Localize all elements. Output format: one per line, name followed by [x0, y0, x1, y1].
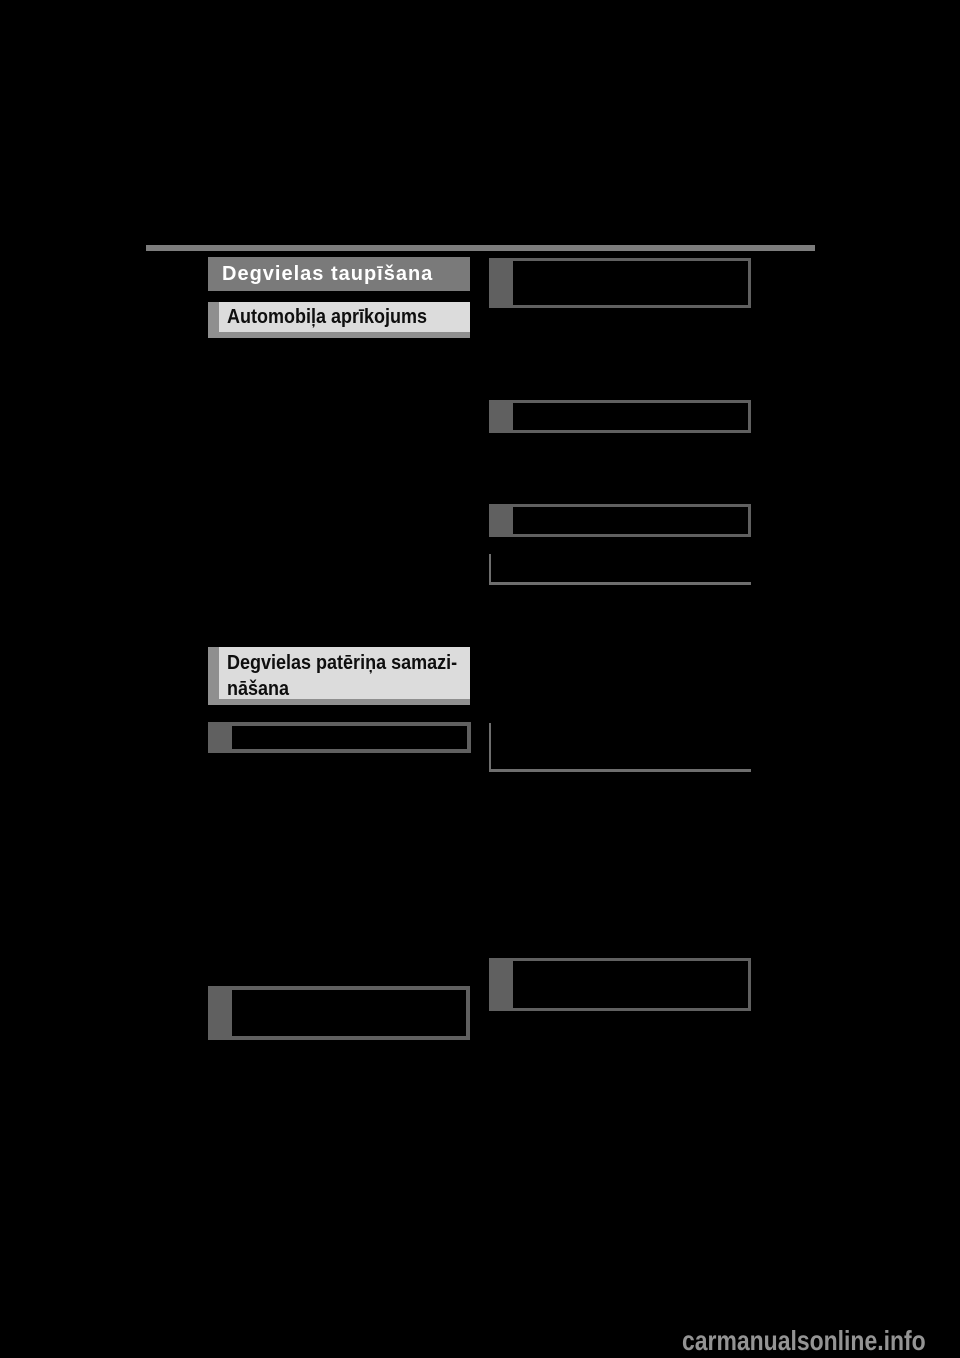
redacted-content	[513, 507, 748, 534]
subsection-vehicle-equipment-label: Automobiļa aprīkojums	[227, 306, 428, 328]
redacted-content	[232, 726, 467, 749]
subsection-vehicle-equipment	[208, 302, 470, 338]
bracket-rule-1	[489, 554, 751, 585]
subsection-vehicle-equipment-box	[219, 302, 470, 332]
section-title-fuel-saving: Degvielas taupīšana	[208, 257, 470, 291]
subsection-fuel-reduction-box	[219, 647, 470, 699]
subsection-fuel-reduction	[208, 647, 470, 705]
redacted-box-left-1	[208, 722, 471, 753]
header-rule	[146, 245, 815, 251]
redacted-content	[513, 261, 748, 305]
subsection-fuel-reduction-line2: nāšana	[227, 678, 290, 699]
redacted-content	[513, 961, 748, 1008]
redacted-box-right-1	[489, 258, 751, 308]
redacted-box-right-2	[489, 400, 751, 433]
redacted-box-left-2	[208, 986, 470, 1040]
redacted-content	[513, 403, 748, 430]
watermark-text: carmanualsonline.info	[682, 1325, 926, 1356]
subsection-fuel-reduction-line1: Degvielas patēriņa samazi-	[227, 652, 458, 674]
redacted-content	[232, 990, 466, 1036]
redacted-box-right-4	[489, 958, 751, 1011]
bracket-rule-2	[489, 723, 751, 772]
redacted-box-right-3	[489, 504, 751, 537]
